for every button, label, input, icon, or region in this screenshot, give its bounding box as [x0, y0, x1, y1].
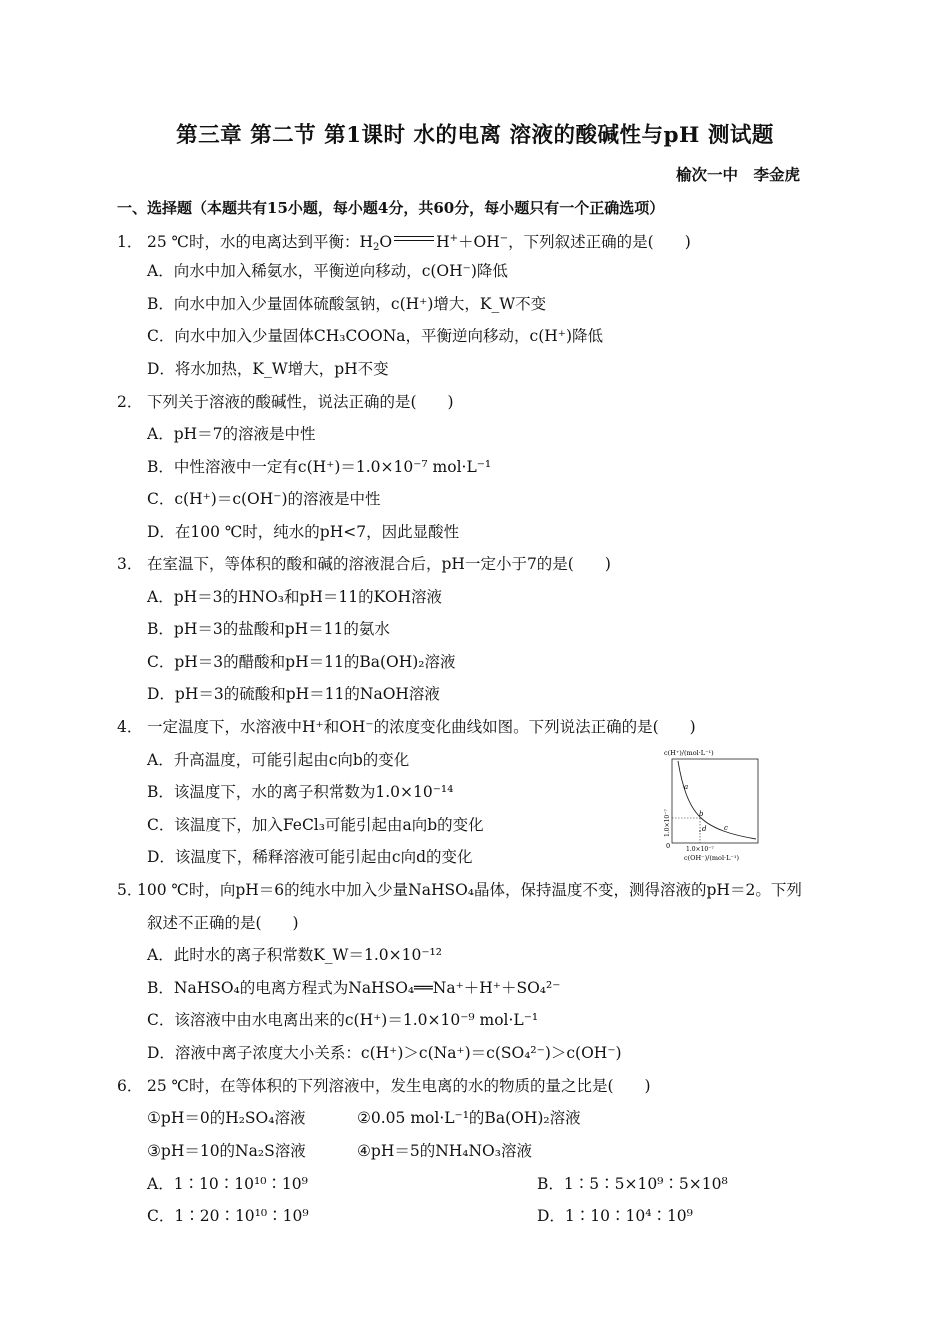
question-2-option-d: D．在100 ℃时，纯水的pH<7，因此显酸性 — [147, 523, 460, 541]
question-6-option-a: A．1∶10∶10¹⁰∶10⁹ — [147, 1175, 308, 1193]
chart-point-c: c — [724, 824, 728, 832]
question-5-option-b: B．NaHSO₄的电离方程式为NaHSO₄══Na⁺＋H⁺＋SO₄²⁻ — [147, 979, 561, 997]
ion-concentration-curve-figure — [662, 745, 762, 865]
question-1-option-a: A．向水中加入稀氨水，平衡逆向移动，c(OH⁻)降低 — [147, 262, 508, 280]
chart-x-tick: 1.0×10⁻⁷ — [686, 846, 714, 853]
question-6-option-d: D．1∶10∶10⁴∶10⁹ — [537, 1207, 693, 1225]
question-6-solution-1: ①pH＝0的H₂SO₄溶液 — [147, 1109, 306, 1127]
chart-x-axis-label: c(OH⁻)/(mol·L⁻¹) — [684, 854, 739, 862]
chart-point-d: d — [702, 825, 707, 833]
question-number: 5． — [117, 881, 143, 899]
question-4-option-a: A．升高温度，可能引起由c向b的变化 — [147, 751, 410, 769]
question-1-option-b: B．向水中加入少量固体硫酸氢钠，c(H⁺)增大，K_W不变 — [147, 295, 547, 313]
chart-dot-d — [699, 830, 701, 832]
equilibrium-arrow-icon — [392, 233, 436, 245]
question-3-option-a: A．pH＝3的HNO₃和pH＝11的KOH溶液 — [147, 588, 443, 606]
chart-y-axis-label: c(H⁺)/(mol·L⁻¹) — [664, 749, 714, 757]
question-3-option-b: B．pH＝3的盐酸和pH＝11的氨水 — [147, 620, 390, 638]
question-6-solution-3: ③pH＝10的Na₂S溶液 — [147, 1142, 306, 1160]
question-number: 1． — [117, 233, 143, 251]
page-title: 第三章 第二节 第1课时 水的电离 溶液的酸碱性与pH 测试题 — [176, 123, 774, 148]
question-2-option-a: A．pH＝7的溶液是中性 — [147, 425, 316, 443]
chart-curve — [678, 761, 756, 839]
question-2-stem: 2． 下列关于溶液的酸碱性，说法正确的是( ) — [117, 393, 454, 411]
section-heading: 一、选择题（本题共有15小题，每小题4分，共60分，每小题只有一个正确选项） — [117, 199, 665, 217]
chart-frame — [672, 759, 758, 843]
question-3-option-c: C．pH＝3的醋酸和pH＝11的Ba(OH)₂溶液 — [147, 653, 456, 671]
question-3-stem: 3． 在室温下，等体积的酸和碱的溶液混合后，pH一定小于7的是( ) — [117, 555, 611, 573]
question-5-stem: 5．100 ℃时，向pH＝6的纯水中加入少量NaHSO₄晶体，保持温度不变，测得溶液的pH＝2。下列 — [117, 881, 802, 899]
question-1-option-c: C．向水中加入少量固体CH₃COONa，平衡逆向移动，c(H⁺)降低 — [147, 327, 604, 345]
chart-point-a: a — [684, 783, 689, 791]
question-number: 6． — [117, 1077, 143, 1095]
question-number: 4． — [117, 718, 143, 736]
question-6-option-b: B．1∶5∶5×10⁹∶5×10⁸ — [537, 1175, 728, 1193]
author: 榆次一中 李金虎 — [675, 165, 800, 184]
question-3-option-d: D．pH＝3的硫酸和pH＝11的NaOH溶液 — [147, 685, 440, 703]
question-1-option-d: D．将水加热，K_W增大，pH不变 — [147, 360, 389, 378]
question-1-stem: 1． 25 ℃时，水的电离达到平衡：$H_2O$ H+＋OH−，下列叙述正确的是( ) — [117, 233, 691, 253]
chart-origin: 0 — [666, 842, 671, 850]
question-5-stem-cont: 叙述不正确的是( ) — [147, 914, 299, 932]
question-4-option-b: B．该温度下，水的离子积常数为1.0×10⁻¹⁴ — [147, 783, 454, 801]
question-number: 3． — [117, 555, 143, 573]
question-6-stem: 6． 25 ℃时，在等体积的下列溶液中，发生电离的水的物质的量之比是( ) — [117, 1077, 651, 1095]
question-5-option-d: D．溶液中离子浓度大小关系：c(H⁺)＞c(Na⁺)＝c(SO₄²⁻)＞c(OH⁻) — [147, 1044, 622, 1062]
question-number: 2． — [117, 393, 143, 411]
question-4-stem: 4． 一定温度下，水溶液中H⁺和OH⁻的浓度变化曲线如图。下列说法正确的是( ) — [117, 718, 696, 736]
question-6-option-c: C．1∶20∶10¹⁰∶10⁹ — [147, 1207, 309, 1225]
chart-y-tick: 1.0×10⁻⁷ — [664, 809, 671, 837]
question-4-option-c: C．该温度下，加入FeCl₃可能引起由a向b的变化 — [147, 816, 484, 834]
question-4-option-d: D．该温度下，稀释溶液可能引起由c向d的变化 — [147, 848, 473, 866]
question-6-solution-2: ②0.05 mol·L⁻¹的Ba(OH)₂溶液 — [357, 1109, 581, 1127]
question-5-option-a: A．此时水的离子积常数K_W＝1.0×10⁻¹² — [147, 946, 442, 964]
question-5-option-c: C．该溶液中由水电离出来的c(H⁺)＝1.0×10⁻⁹ mol·L⁻¹ — [147, 1011, 539, 1029]
question-2-option-b: B．中性溶液中一定有c(H⁺)＝1.0×10⁻⁷ mol·L⁻¹ — [147, 458, 492, 476]
chart-point-b: b — [699, 810, 704, 818]
question-6-solution-4: ④pH＝5的NH₄NO₃溶液 — [357, 1142, 532, 1160]
question-2-option-c: C．c(H⁺)＝c(OH⁻)的溶液是中性 — [147, 490, 381, 508]
